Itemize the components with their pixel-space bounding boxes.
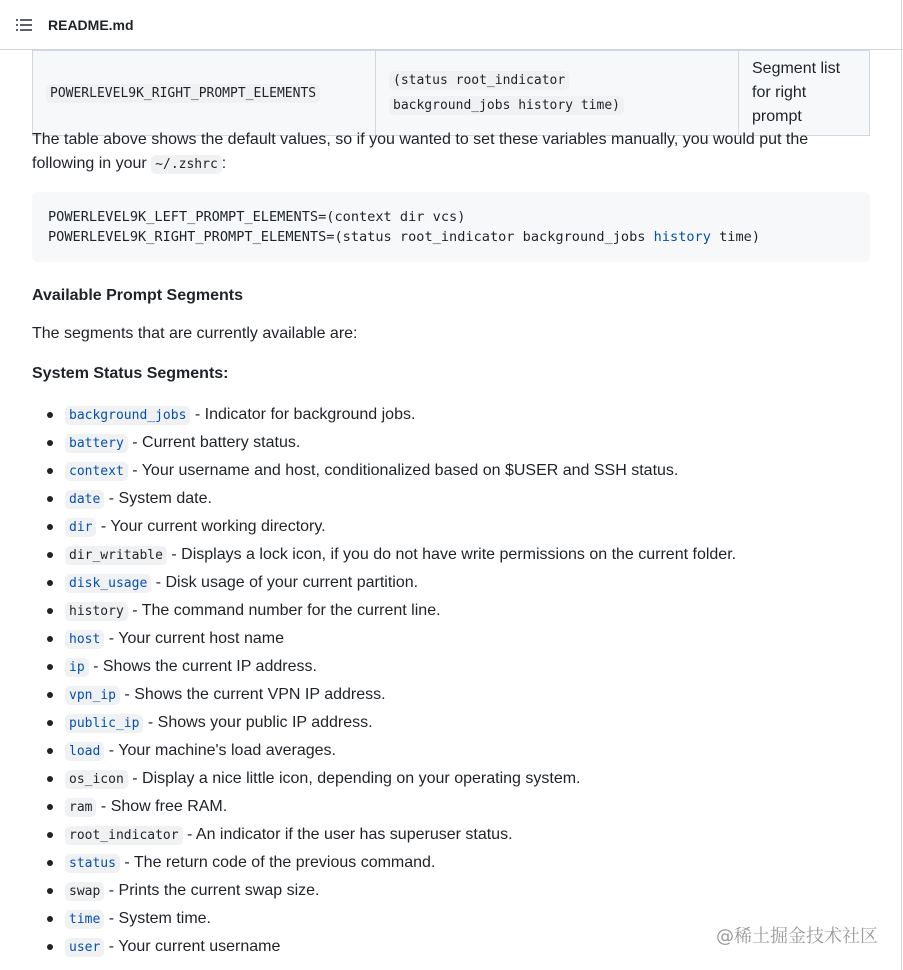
list-item (32, 429, 736, 457)
code-block (32, 192, 870, 262)
list-item (32, 401, 736, 429)
segment-description: - An indicator if the user has superuser status. (182, 826, 513, 843)
list-item (32, 793, 736, 821)
code-keyword-history: history (653, 229, 711, 245)
segment-code-os-icon: os_icon (65, 770, 128, 789)
list-item (32, 709, 736, 737)
segment-description: - Shows your public IP address. (143, 714, 373, 731)
list-item (32, 513, 736, 541)
segment-code-date[interactable]: date (65, 490, 104, 509)
segment-code-ip[interactable]: ip (65, 658, 89, 677)
table-cell-variable (33, 51, 376, 136)
segment-code-status[interactable]: status (65, 854, 120, 873)
list-item (32, 849, 736, 877)
code-line-1: POWERLEVEL9K_LEFT_PROMPT_ELEMENTS=(context dir vcs) (48, 209, 466, 225)
table-row (33, 51, 870, 136)
segment-code-user[interactable]: user (65, 938, 104, 957)
system-status-heading: System Status Segments: (32, 365, 229, 382)
segment-description: - Display a nice little icon, depending on your operating system. (127, 770, 581, 787)
segment-code-disk-usage[interactable]: disk_usage (65, 574, 151, 593)
list-item (32, 625, 736, 653)
segment-description: - Shows the current IP address. (88, 658, 317, 675)
segment-description: - Indicator for background jobs. (190, 406, 416, 423)
segment-description: - The command number for the current line. (127, 602, 441, 619)
intro-text: The table above shows the default values, so if you wanted to set these variables manually, you would put the following in your (32, 131, 809, 172)
segment-description: - Your username and host, conditionalized based on $USER and SSH status. (127, 462, 679, 479)
segment-code-time[interactable]: time (65, 910, 104, 929)
list-item (32, 737, 736, 765)
segment-description: - System date. (104, 490, 212, 507)
intro-paragraph (32, 128, 862, 177)
zshrc-code: ~/.zshrc (151, 155, 222, 174)
settings-table (32, 50, 870, 125)
segment-description: - Shows the current VPN IP address. (119, 686, 386, 703)
segment-code-dir[interactable]: dir (65, 518, 96, 537)
segment-code-swap: swap (65, 882, 104, 901)
segment-code-load[interactable]: load (65, 742, 104, 761)
segment-description: - Show free RAM. (96, 798, 228, 815)
available-segments-heading: Available Prompt Segments (32, 287, 244, 304)
file-title[interactable]: README.md (48, 17, 134, 33)
segment-code-vpn-ip[interactable]: vpn_ip (65, 686, 120, 705)
code-line-2-start: POWERLEVEL9K_RIGHT_PROMPT_ELEMENTS=(status root_indicator background_jobs (48, 229, 654, 245)
list-item (32, 821, 736, 849)
segment-code-ram: ram (65, 798, 96, 817)
segment-description: - The return code of the previous command. (119, 854, 436, 871)
default-code-line2: background_jobs history time) (389, 96, 624, 115)
segment-code-context[interactable]: context (65, 462, 128, 481)
list-item (32, 765, 736, 793)
segment-description: - Displays a lock icon, if you do not have write permissions on the current folder. (166, 546, 737, 563)
variable-code: POWERLEVEL9K_RIGHT_PROMPT_ELEMENTS (46, 84, 320, 103)
segment-description: - Current battery status. (127, 434, 301, 451)
list-item (32, 933, 736, 961)
file-header (0, 0, 903, 50)
default-code-line1: (status root_indicator (389, 71, 569, 90)
segment-code-history: history (65, 602, 128, 621)
segment-description: - Your machine's load averages. (104, 742, 336, 759)
segment-code-root-indicator: root_indicator (65, 826, 183, 845)
list-item (32, 597, 736, 625)
list-item (32, 457, 736, 485)
list-item (32, 485, 736, 513)
segment-description: - Your current host name (104, 630, 284, 647)
available-segments-text: The segments that are currently available are: (32, 325, 358, 342)
segment-list (32, 401, 736, 961)
list-outline-icon[interactable] (16, 19, 32, 31)
code-line-2-end: time) (710, 229, 761, 245)
table-cell-default (376, 51, 739, 136)
intro-colon: : (221, 155, 227, 172)
watermark: @稀土掘金技术社区 (716, 926, 878, 947)
segment-code-background-jobs[interactable]: background_jobs (65, 406, 190, 425)
frame-border (901, 0, 902, 970)
segment-description: - Your current username (104, 938, 281, 955)
segment-code-battery[interactable]: battery (65, 434, 128, 453)
table-cell-description: Segment list for right prompt (739, 51, 870, 136)
list-item (32, 905, 736, 933)
segment-code-host[interactable]: host (65, 630, 104, 649)
list-item (32, 653, 736, 681)
list-item (32, 541, 736, 569)
segment-description: - Prints the current swap size. (104, 882, 320, 899)
list-item (32, 569, 736, 597)
segment-code-public-ip[interactable]: public_ip (65, 714, 143, 733)
segment-description: - Your current working directory. (96, 518, 326, 535)
segment-code-dir-writable: dir_writable (65, 546, 167, 565)
list-item (32, 681, 736, 709)
segment-description: - Disk usage of your current partition. (151, 574, 419, 591)
list-item (32, 877, 736, 905)
segment-description: - System time. (104, 910, 211, 927)
